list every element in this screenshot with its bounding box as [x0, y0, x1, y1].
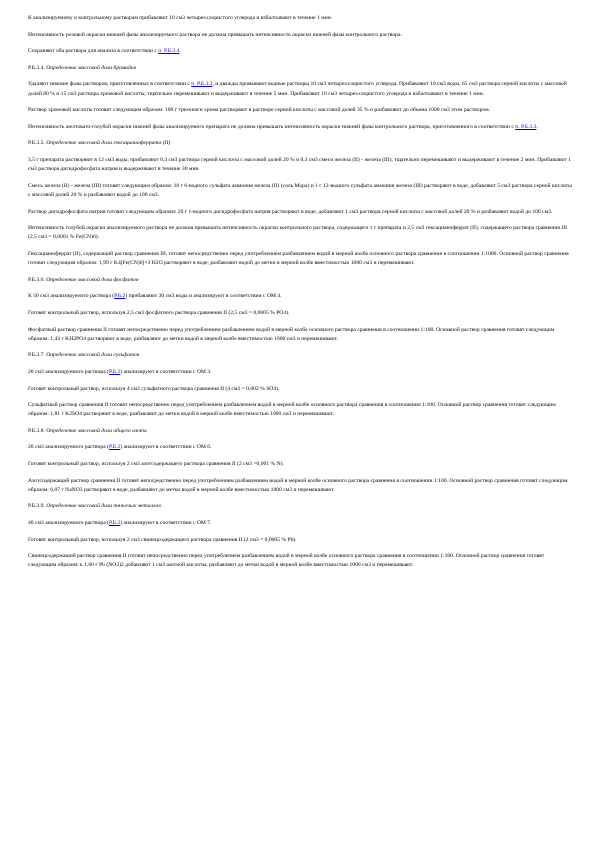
- paragraph: [28, 519, 573, 528]
- section-title: Определение массовой доли бромидов: [46, 64, 137, 71]
- paragraph-text: .: [536, 123, 538, 130]
- paragraph-text: Сохраняют оба раствора для анализа в соответствии с: [28, 48, 159, 55]
- section-title: Определение массовой доли гексацианоферрата (II): [46, 140, 171, 147]
- paragraph: Раствор хромовой кислоты готовят следующим образом: 100 г трехокиси хрома растворяют в растворе серной кислоты с массовой долей 35 % и разбавляют до объема 1000 см3 этим раствором.: [28, 107, 491, 114]
- section-title: Определение массовой доли сульфатов: [46, 352, 140, 359]
- section-link-rb2[interactable]: Р.Б.2: [114, 293, 126, 300]
- paragraph: Готовят контрольный раствор, используя 2,5 см3 фосфатного раствора сравнения II (2,5 см3 = 0,0005 % PO4).: [28, 309, 290, 316]
- section-title: Определение массовой доли тяжелых металлов: [46, 503, 161, 510]
- paragraph-text: 40 см3 анализируемого раствора (: [28, 520, 109, 527]
- section-heading-rb39: [28, 502, 573, 511]
- section-link-rb33[interactable]: п. Р.Б.3.3: [515, 123, 537, 130]
- paragraph: [28, 368, 573, 377]
- paragraph: Сульфатный раствор сравнения II готовят непосредственно перед употреблением разбавлением водой в мерной колбе основного раствора сравнения в соотношении 1:100. Основной раствор сравнения готовят следующим образом: 1,81 г K2SO4 растворяют в воде, разбавляют до метки водой в мерной колбе вместимостью 1000 см3 и перемешивают.: [28, 402, 556, 418]
- paragraph: [28, 443, 573, 452]
- section-link-rb2[interactable]: Р.Б.2: [108, 520, 121, 527]
- section-number: Р.Б.3.5.: [28, 140, 47, 147]
- section-number: Р.Б.3.6.: [28, 276, 47, 283]
- section-number: Р.Б.3.4.: [28, 64, 47, 71]
- paragraph-text: ) анализируют в соответствии с ОМ 7.: [120, 520, 212, 527]
- section-heading-rb37: [28, 351, 573, 360]
- section-number: Р.Б.3.9.: [28, 503, 47, 510]
- paragraph: Интенсивность голубой окраски анализируемого раствора не должна превышать интенсивность окраски контрольного раствора, содержащего 1 г препарата и 2,5 см3 гексацианоферрат (II), содержащего раствора сравнения III (2,5 см3 = 0,0001 % Fe(CN)6).: [28, 225, 567, 241]
- section-number: Р.Б.3.7.: [28, 352, 47, 359]
- paragraph-text: Интенсивность желтовато-голубой окраски нижней фазы анализируемого препарата не должна превышать интенсивность окраски нижней фазы контрольного раствора, приготовленного в соответствии с: [28, 123, 516, 130]
- paragraph: Фосфатный раствор сравнения II готовят непосредственно перед употреблением разбавлением водой в мерной колбе основного раствора сравнения в соотношении 1:100. Основной раствор сравнения готовят следующим образом: 1,43 г KH2PO4 растворяют в воде, разбавляют до метки водой в мерной колбе вместимостью 1000 см3 и перемешивают.: [28, 326, 555, 342]
- paragraph: Смесь железа (II) - железа (III) готовят следующим образом: 10 г 6-водного сульфата аммония железа (II) (соль Мора) и 1 г 12-водного сульфата аммония железа (III) растворяют в воде, добавляют 5 см3 раствора серной кислоты с массовой долей 20 % и разбавляют водой до 100 см3.: [28, 182, 572, 198]
- section-title: Определение массовой доли фосфатов: [46, 276, 139, 283]
- paragraph: [28, 80, 573, 98]
- section-heading-rb34: [28, 64, 573, 73]
- paragraph: [28, 123, 573, 132]
- paragraph-text: К 50 см3 анализируемого раствора (: [28, 293, 115, 300]
- section-heading-rb38: [28, 427, 573, 436]
- paragraph-text: ) анализируют в соответствии с ОМ 6.: [120, 444, 212, 451]
- paragraph: Раствор дигидрофосфата натрия готовят следующим образом: 20 г 1-водного дигидрофосфата натрия растворяют в воде, добавляют 1 см3 раствора серной кислоты с массовой долей 20 % и разбавляют водой до 100 см3.: [28, 208, 553, 215]
- paragraph-text: Удаляют нижние фазы растворов, приготовленных в соответствии с: [28, 81, 192, 88]
- section-link-rb34[interactable]: п. Р.Б.3.4: [158, 48, 180, 55]
- paragraph: Интенсивность розовой окраски нижней фазы анализируемого раствора не должна превышать интенсивность окраски нижней фазы контрольного раствора.: [28, 31, 402, 38]
- section-link-rb2[interactable]: Р.Б.2: [108, 368, 121, 375]
- paragraph: [28, 47, 573, 56]
- document-body: [28, 14, 573, 578]
- paragraph-text: 20 см3 анализируемого раствора (: [28, 368, 109, 375]
- paragraph: К анализируемому и контрольному растворам прибавляют 10 см3 четыреххлористого углерода и взбалтывают в течение 1 мин.: [28, 15, 333, 21]
- paragraph: Свинецсодержащий раствор сравнения II готовят непосредственно перед употреблением разбавлением водой в мерной колбе основного раствора сравнения в соотношении 1:100. Основной раствор сравнения готовят следующим образом: к 1,60 г Pb (NO3)2 добавляют 1 см3 азотной кислоты, разбавляют до метки водой в мерной колбе вместимостью 1000 см3 и перемешивают.: [28, 553, 545, 569]
- paragraph-text: ) анализируют в соответствии с ОМ 3.: [120, 368, 212, 375]
- paragraph-text: 20 см3 анализируемого раствора (: [28, 444, 109, 451]
- paragraph: Готовят контрольный раствор, используя 2 см3 свинецсодержащего раствора сравнения II (2 см3 = 0,0005 % Pb).: [28, 536, 297, 543]
- paragraph: Гексацианоферрат (II), содержащий раствор сравнения III, готовят непосредственно перед употреблением разбавлением водой в мерной колбе основного раствора сравнения в соотношении 1:1000. Основной раствор сравнения готовят следующим образом: 1,99 г K4[Fe(CN)6]×3 H2O растворяют в воде, разбавляют водой до метки в мерной колбе вместимостью 1000 см3 и перемешивают.: [28, 250, 569, 267]
- paragraph-text: , и дважды промывают водные растворы 10 см3 четыреххлористого углерода. Прибавляют 10 см3 воды, 65 см3 раствора серной кислоты с массовой долей 80 % и 15 см3 раствора хромовой кислоты, тщательно перемешивают и выдерживают в течение 5 мин. Прибавляют 10 см3 четыреххлористого углерода и взбалтывают в течение 1 мин.: [28, 81, 567, 97]
- paragraph: [28, 292, 573, 301]
- paragraph: Азотсодержащий раствор сравнения II готовят непосредственно перед употреблением разбавлением водой в мерной колбе основного раствора сравнения в соотношении 1:100. Основной раствор сравнения готовят следующим образом: 6,07 г NaNO3 растворяют в воде, разбавляют до метки водой в мерной колбе вместимостью 1000 см3 и перемешивают.: [28, 477, 568, 493]
- section-link-rb2[interactable]: Р.Б.2: [108, 444, 121, 451]
- paragraph-text: .: [179, 48, 181, 55]
- section-heading-rb36: [28, 276, 573, 285]
- section-heading-rb35: [28, 139, 573, 148]
- section-number: Р.Б.3.8.: [28, 427, 47, 434]
- section-link-rb33[interactable]: п. Р.Б.3.3: [191, 81, 213, 88]
- paragraph: Готовят контрольный раствор, используя 2 см3 азотсодержащего раствора сравнения II (2 см3 =0,001 % N).: [28, 461, 284, 468]
- paragraph: 3,5 г препарата растворяют в 12 см3 воды, прибавляют 0,3 см3 раствора серной кислоты с массовой долей 20 % и 0,3 см3 смеси железа (II) - железа (III), тщательно перемешивают и выдерживают в течение 2 мин. Прибавляют 1 см3 раствора дигидрофосфата натрия и выдерживают в течение 30 мин.: [28, 156, 571, 173]
- paragraph: Готовят контрольный раствор, используя 4 см3 сульфатного раствора сравнения II (4 см3 = 0,002 % SO4).: [28, 385, 280, 392]
- paragraph-text: ) прибавляют 30 см3 воды и анализируют в соответствии с ОМ 4.: [125, 293, 282, 300]
- section-title: Определение массовой доли общего азота: [46, 427, 147, 434]
